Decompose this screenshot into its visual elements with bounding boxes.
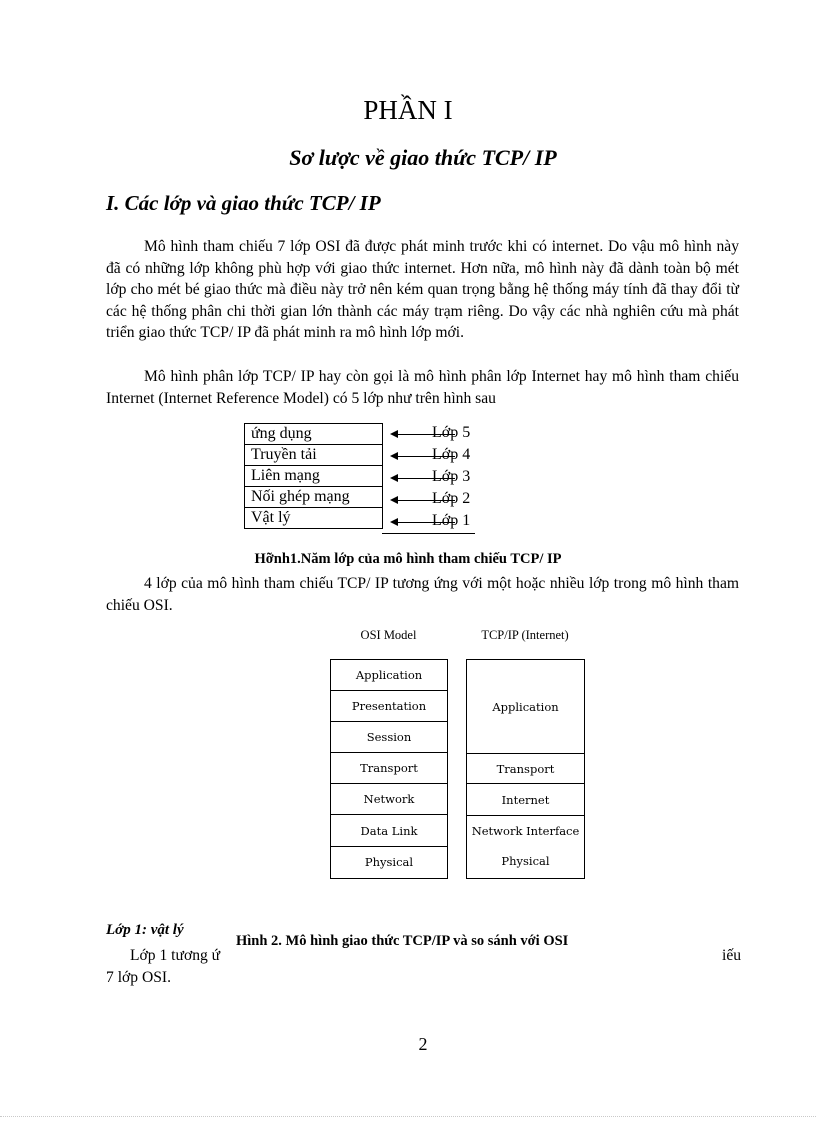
table-row — [245, 445, 383, 466]
figure-1-caption: Hỡnh1.Năm lớp của mô hình tham chiếu TCP/ IP — [254, 551, 562, 567]
tcpip-layer-internet: Internet — [467, 784, 584, 816]
osi-layer-presentation: Presentation — [331, 691, 447, 722]
page-bottom-divider — [0, 1116, 816, 1117]
layer-name: Liên mạng — [245, 466, 383, 487]
layer-1-text-fragment-left: Lớp 1 tương ứ — [130, 947, 221, 964]
layer-label: Lớp 5 — [432, 424, 471, 441]
layer-label: Lớp 2 — [432, 490, 471, 507]
tcpip-layer-application: Application — [467, 660, 584, 754]
osi-layer-physical: Physical — [364, 854, 414, 869]
paragraph-tcpip-model: Mô hình phân lớp TCP/ IP hay còn gọi là mô hình phân lớp Internet hay mô hình tham chiếu Internet (Internet Reference Model) có 5 lớp như trên hình sau — [106, 368, 739, 407]
layer-label: Lớp 1 — [432, 512, 471, 529]
tcpip-layer-stack — [466, 659, 585, 879]
paragraph-mapping: 4 lớp của mô hình tham chiếu TCP/ IP tương ứng với một hoặc nhiều lớp trong mô hình tham chiếu OSI. — [106, 575, 739, 614]
layer-name: Truyền tải — [245, 445, 383, 466]
osi-layer-application: Application — [331, 660, 447, 691]
layer-table — [244, 423, 383, 529]
document-subtitle: Sơ lược về giao thức TCP/ IP — [289, 145, 557, 170]
layer-name: ứng dụng — [245, 424, 383, 445]
physical-label: Physical — [501, 854, 550, 868]
layer-1-text-line-2: 7 lớp OSI. — [106, 969, 171, 986]
osi-layer-network: Network — [331, 784, 447, 815]
osi-model-title: OSI Model — [360, 628, 417, 642]
table-row — [245, 508, 383, 529]
paragraph-osi-history: Mô hình tham chiếu 7 lớp OSI đã được phát minh trước khi có internet. Do vậu mô hình này đã có những lớp không phù hợp với giao thức internet. Hơn nữa, mô hình này đã dành toàn bộ mét lớp cho mét bé giao thức mà điều này trở nên kém quan trọng bằng hệ thống máy tính đã thay đổi từ các hệ thống phân chi thời gian lớn thành các máy trạm riêng. Do vậy các nhà nghiên cứu mà phát triển giao thức TCP/ IP đã phát minh ra mô hình lớp mới. — [106, 238, 739, 341]
osi-layer-stack — [330, 659, 448, 879]
layer-1-heading: Lớp 1: vật lý — [106, 922, 184, 938]
table-underline — [382, 533, 475, 534]
osi-layer-data-link: Data Link — [331, 815, 447, 847]
tcpip-model-title: TCP/IP (Internet) — [481, 628, 569, 642]
layer-label: Lớp 3 — [432, 468, 471, 485]
page-number: 2 — [418, 1034, 428, 1054]
network-interface-label: Network Interface — [471, 824, 580, 838]
tcpip-layer-network-interface — [467, 816, 584, 876]
table-row — [245, 487, 383, 508]
osi-layer-session: Session — [331, 722, 447, 753]
layer-label: Lớp 4 — [432, 446, 471, 463]
layer-name: Vật lý — [245, 508, 383, 529]
figure-2-caption: Hình 2. Mô hình giao thức TCP/IP và so sánh với OSI — [236, 933, 569, 949]
table-row — [245, 424, 383, 445]
layer-name: Nối ghép mạng — [245, 487, 383, 508]
layer-1-text-fragment-right: iếu — [722, 947, 742, 964]
table-row — [245, 466, 383, 487]
osi-layer-transport: Transport — [331, 753, 447, 784]
tcpip-layer-transport: Transport — [467, 754, 584, 784]
part-title: PHẦN I — [363, 95, 453, 125]
section-heading: I. Các lớp và giao thức TCP/ IP — [106, 191, 381, 215]
